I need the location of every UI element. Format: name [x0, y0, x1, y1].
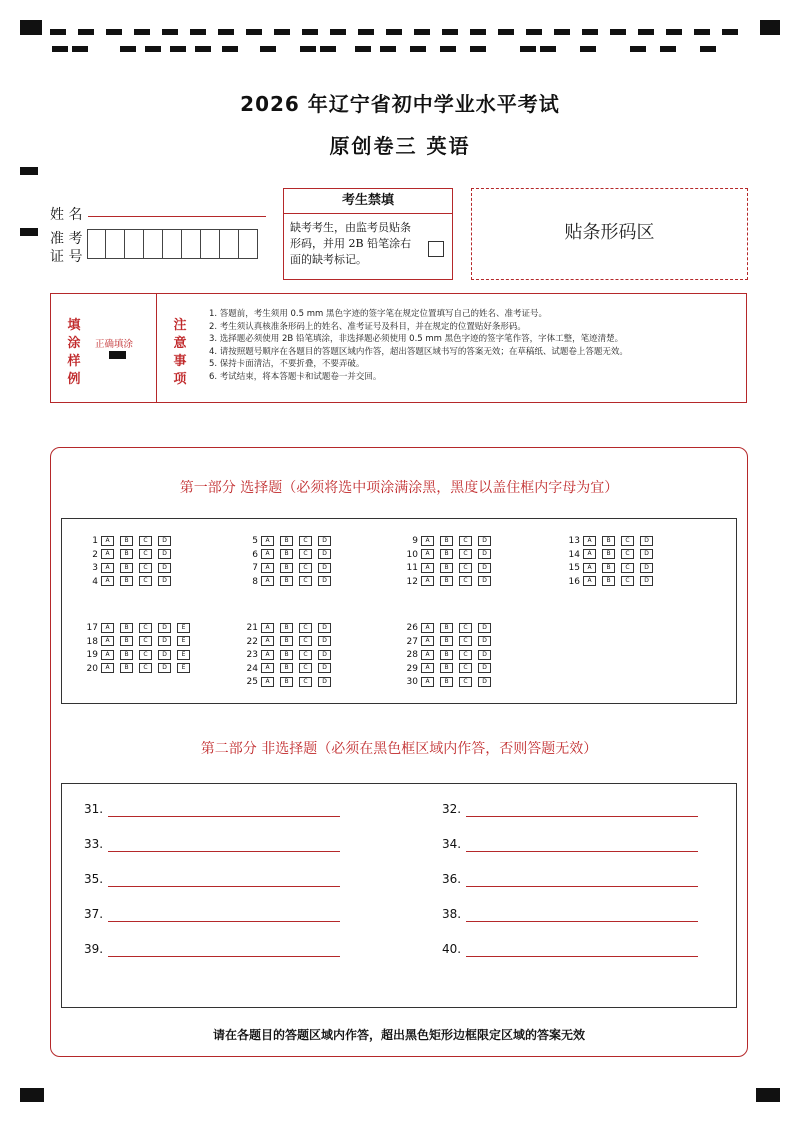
timing-mark: [610, 29, 626, 35]
timing-mark: [380, 46, 396, 52]
choice-question-9: [402, 535, 497, 547]
question-number: 9: [412, 536, 418, 546]
timing-mark: [120, 46, 136, 52]
option-bubble-d[interactable]: D: [158, 623, 171, 633]
id-digit-box[interactable]: [144, 229, 163, 259]
timing-mark: [260, 46, 276, 52]
timing-mark: [470, 29, 486, 35]
option-bubble-b[interactable]: B: [120, 636, 133, 646]
choice-question-27: [402, 636, 497, 648]
option-bubble-a[interactable]: A: [421, 549, 434, 559]
answer-label-32: 32.: [442, 802, 462, 816]
written-answer-box: [61, 783, 737, 1008]
option-bubble-d[interactable]: D: [318, 576, 331, 586]
id-digit-box[interactable]: [182, 229, 201, 259]
name-field[interactable]: [88, 216, 266, 217]
id-digit-box[interactable]: [201, 229, 220, 259]
timing-mark: [358, 29, 374, 35]
option-bubble-a[interactable]: A: [421, 677, 434, 687]
id-digit-box[interactable]: [239, 229, 258, 259]
timing-mark: [302, 29, 318, 35]
choice-question-13: [564, 535, 659, 547]
timing-mark: [222, 46, 238, 52]
answer-label-33: 33.: [84, 837, 104, 851]
timing-mark: [274, 29, 290, 35]
timing-mark: [145, 46, 161, 52]
option-bubble-b[interactable]: B: [120, 650, 133, 660]
question-number: 20: [86, 663, 98, 674]
id-digit-box[interactable]: [163, 229, 182, 259]
timing-mark: [320, 46, 336, 52]
answer-line-39[interactable]: [108, 956, 340, 957]
timing-mark: [410, 46, 426, 52]
option-bubble-d[interactable]: D: [158, 663, 171, 673]
option-bubble-d[interactable]: D: [640, 549, 653, 559]
option-bubble-c[interactable]: C: [459, 563, 472, 573]
question-number: 26: [406, 623, 418, 633]
option-bubble-c[interactable]: C: [299, 636, 312, 646]
option-bubble-a[interactable]: A: [583, 536, 596, 546]
timing-mark: [20, 20, 42, 35]
option-bubble-a[interactable]: A: [101, 536, 114, 546]
question-number: 28: [406, 650, 418, 661]
option-bubble-b[interactable]: B: [440, 563, 453, 573]
timing-mark: [540, 46, 556, 52]
option-bubble-b[interactable]: B: [440, 623, 453, 633]
rule-item: 2. 考生须认真核准条形码上的姓名、准考证号及科目，并在规定的位置贴好条形码。: [209, 321, 526, 332]
rule-item: 3. 选择题必须使用 2B 铅笔填涂，非选择题必须使用 0.5 mm 黑色字迹的签字笔作答，字体工整，笔迹清楚。: [209, 334, 624, 345]
answer-line-37[interactable]: [108, 921, 340, 922]
timing-mark: [440, 46, 456, 52]
choice-question-10: [402, 549, 497, 561]
question-number: 2: [92, 549, 98, 560]
option-bubble-d[interactable]: D: [158, 636, 171, 646]
answer-label-36: 36.: [442, 872, 462, 886]
option-bubble-a[interactable]: A: [583, 576, 596, 586]
option-bubble-a[interactable]: A: [261, 677, 274, 687]
timing-mark: [498, 29, 514, 35]
option-bubble-e[interactable]: E: [177, 663, 190, 673]
option-bubble-a[interactable]: A: [101, 650, 114, 660]
option-bubble-c[interactable]: C: [299, 677, 312, 687]
rules-list: [209, 308, 628, 384]
option-bubble-a[interactable]: A: [261, 623, 274, 633]
question-number: 16: [568, 576, 580, 587]
option-bubble-d[interactable]: D: [158, 563, 171, 573]
absent-title: 考生禁填: [284, 189, 452, 214]
choice-question-5: [242, 535, 337, 547]
option-bubble-c[interactable]: C: [459, 549, 472, 559]
option-bubble-a[interactable]: A: [261, 536, 274, 546]
option-bubble-d[interactable]: D: [478, 650, 491, 660]
option-bubble-c[interactable]: C: [299, 563, 312, 573]
option-bubble-d[interactable]: D: [640, 536, 653, 546]
option-bubble-b[interactable]: B: [602, 549, 615, 559]
timing-mark: [630, 46, 646, 52]
answer-label-40: 40.: [442, 942, 462, 956]
timing-mark: [78, 29, 94, 35]
question-number: 17: [86, 623, 98, 633]
question-number: 19: [86, 650, 98, 661]
question-number: 7: [252, 563, 258, 574]
option-bubble-a[interactable]: A: [421, 636, 434, 646]
exam-title: 2026 年辽宁省初中学业水平考试: [240, 92, 560, 116]
option-bubble-b[interactable]: B: [280, 663, 293, 673]
answer-area: [50, 447, 748, 1057]
answer-line-36[interactable]: [466, 886, 698, 887]
part2-title: 第二部分 非选择题（必须在黑色框区域内作答，否则答题无效）: [200, 741, 598, 757]
option-bubble-d[interactable]: D: [158, 536, 171, 546]
option-bubble-c[interactable]: C: [139, 536, 152, 546]
option-bubble-d[interactable]: D: [158, 549, 171, 559]
option-bubble-b[interactable]: B: [280, 563, 293, 573]
option-bubble-c[interactable]: C: [139, 623, 152, 633]
option-bubble-d[interactable]: D: [478, 536, 491, 546]
option-bubble-a[interactable]: A: [261, 636, 274, 646]
timing-mark: [300, 46, 316, 52]
question-number: 24: [246, 663, 258, 674]
sample-label: 正确填涂: [95, 339, 134, 350]
option-bubble-c[interactable]: C: [299, 663, 312, 673]
timing-mark: [386, 29, 402, 35]
choice-question-19: [82, 649, 196, 661]
option-bubble-c[interactable]: C: [459, 650, 472, 660]
answer-label-34: 34.: [442, 837, 462, 851]
option-bubble-c[interactable]: C: [621, 536, 634, 546]
question-number: 11: [406, 563, 418, 574]
option-bubble-d[interactable]: D: [478, 576, 491, 586]
answer-line-34[interactable]: [466, 851, 698, 852]
choice-question-14: [564, 549, 659, 561]
option-bubble-b[interactable]: B: [280, 677, 293, 687]
option-bubble-a[interactable]: A: [261, 576, 274, 586]
option-bubble-b[interactable]: B: [440, 663, 453, 673]
notice-title: 注 意 事 项: [173, 318, 187, 387]
rule-item: 5. 保持卡面清洁，不要折叠，不要弄破。: [209, 359, 365, 370]
option-bubble-a[interactable]: A: [261, 663, 274, 673]
answer-label-37: 37.: [84, 907, 104, 921]
option-bubble-c[interactable]: C: [299, 576, 312, 586]
option-bubble-a[interactable]: A: [101, 576, 114, 586]
question-number: 4: [92, 576, 98, 587]
choice-question-1: [82, 535, 177, 547]
option-bubble-a[interactable]: A: [261, 650, 274, 660]
option-bubble-a[interactable]: A: [583, 563, 596, 573]
question-number: 8: [252, 576, 258, 587]
option-bubble-d[interactable]: D: [478, 563, 491, 573]
option-bubble-a[interactable]: A: [421, 536, 434, 546]
option-bubble-b[interactable]: B: [120, 623, 133, 633]
timing-mark: [638, 29, 654, 35]
option-bubble-b[interactable]: B: [440, 576, 453, 586]
choice-question-22: [242, 636, 337, 648]
choice-question-7: [242, 562, 337, 574]
choice-question-30: [402, 676, 497, 688]
question-number: 30: [406, 677, 418, 688]
timing-mark: [218, 29, 234, 35]
absent-mark-box[interactable]: [428, 241, 444, 257]
id-label-line2: 证 号: [50, 249, 83, 265]
option-bubble-c[interactable]: C: [299, 536, 312, 546]
option-bubble-b[interactable]: B: [280, 650, 293, 660]
option-bubble-c[interactable]: C: [139, 576, 152, 586]
barcode-area: 贴条形码区: [471, 188, 748, 280]
footer-note: 请在各题目的答题区域内作答，超出黑色矩形边框限定区域的答案无效: [212, 1028, 585, 1042]
option-bubble-d[interactable]: D: [318, 663, 331, 673]
option-bubble-c[interactable]: C: [459, 576, 472, 586]
option-bubble-b[interactable]: B: [602, 563, 615, 573]
question-number: 6: [252, 549, 258, 560]
timing-mark: [700, 46, 716, 52]
choice-question-20: [82, 663, 196, 675]
sample-filled-mark: [109, 351, 126, 359]
answer-label-35: 35.: [84, 872, 104, 886]
timing-mark: [170, 46, 186, 52]
sample-title: 填 涂 样 例: [67, 318, 81, 387]
timing-mark: [520, 46, 536, 52]
choice-question-box: [61, 518, 737, 704]
timing-mark: [526, 29, 542, 35]
option-bubble-a[interactable]: A: [261, 563, 274, 573]
timing-mark: [106, 29, 122, 35]
option-bubble-c[interactable]: C: [139, 549, 152, 559]
timing-mark: [760, 20, 780, 35]
option-bubble-a[interactable]: A: [421, 623, 434, 633]
choice-question-15: [564, 562, 659, 574]
id-digit-box[interactable]: [220, 229, 239, 259]
option-bubble-b[interactable]: B: [280, 623, 293, 633]
choice-question-3: [82, 562, 177, 574]
notes-section: [50, 293, 747, 403]
rule-item: 6. 考试结束，将本答题卡和试题卷一并交回。: [209, 371, 382, 382]
option-bubble-c[interactable]: C: [459, 677, 472, 687]
option-bubble-a[interactable]: A: [421, 563, 434, 573]
option-bubble-d[interactable]: D: [318, 536, 331, 546]
option-bubble-b[interactable]: B: [440, 636, 453, 646]
option-bubble-a[interactable]: A: [261, 549, 274, 559]
option-bubble-a[interactable]: A: [101, 563, 114, 573]
answer-label-38: 38.: [442, 907, 462, 921]
option-bubble-c[interactable]: C: [621, 563, 634, 573]
option-bubble-c[interactable]: C: [299, 623, 312, 633]
option-bubble-b[interactable]: B: [602, 536, 615, 546]
option-bubble-c[interactable]: C: [459, 536, 472, 546]
choice-question-25: [242, 676, 337, 688]
timing-mark: [72, 46, 88, 52]
timing-mark: [330, 29, 346, 35]
option-bubble-d[interactable]: D: [318, 563, 331, 573]
option-bubble-d[interactable]: D: [640, 563, 653, 573]
option-bubble-d[interactable]: D: [478, 677, 491, 687]
timing-mark: [20, 167, 38, 175]
question-number: 14: [568, 549, 580, 560]
choice-question-17: [82, 622, 196, 634]
option-bubble-c[interactable]: C: [621, 549, 634, 559]
id-digit-box[interactable]: [87, 229, 106, 259]
question-number: 21: [246, 623, 258, 633]
timing-mark: [20, 1088, 44, 1102]
option-bubble-c[interactable]: C: [139, 663, 152, 673]
option-bubble-b[interactable]: B: [120, 563, 133, 573]
option-bubble-b[interactable]: B: [120, 663, 133, 673]
choice-question-21: [242, 622, 337, 634]
option-bubble-c[interactable]: C: [139, 650, 152, 660]
answer-line-35[interactable]: [108, 886, 340, 887]
option-bubble-c[interactable]: C: [459, 623, 472, 633]
option-bubble-c[interactable]: C: [299, 549, 312, 559]
option-bubble-d[interactable]: D: [478, 663, 491, 673]
answer-line-38[interactable]: [466, 921, 698, 922]
option-bubble-c[interactable]: C: [621, 576, 634, 586]
absent-section: [283, 188, 453, 280]
answer-line-32[interactable]: [466, 816, 698, 817]
choice-question-6: [242, 549, 337, 561]
option-bubble-a[interactable]: A: [421, 663, 434, 673]
choice-question-4: [82, 576, 177, 588]
option-bubble-b[interactable]: B: [280, 576, 293, 586]
question-number: 10: [406, 549, 418, 560]
timing-mark: [660, 46, 676, 52]
choice-question-12: [402, 576, 497, 588]
choice-question-8: [242, 576, 337, 588]
option-bubble-e[interactable]: E: [177, 636, 190, 646]
choice-question-29: [402, 663, 497, 675]
option-bubble-d[interactable]: D: [640, 576, 653, 586]
choice-question-16: [564, 576, 659, 588]
option-bubble-d[interactable]: D: [478, 623, 491, 633]
option-bubble-b[interactable]: B: [440, 536, 453, 546]
option-bubble-c[interactable]: C: [139, 563, 152, 573]
name-label: 姓 名: [50, 207, 83, 223]
absent-instructions: 缺考考生，由监考员贴条形码，并用 2B 铅笔涂右面的缺考标记。: [290, 221, 412, 266]
option-bubble-d[interactable]: D: [478, 549, 491, 559]
answer-line-33[interactable]: [108, 851, 340, 852]
timing-mark: [580, 46, 596, 52]
option-bubble-d[interactable]: D: [318, 623, 331, 633]
timing-mark: [20, 228, 38, 236]
option-bubble-c[interactable]: C: [139, 636, 152, 646]
option-bubble-c[interactable]: C: [459, 663, 472, 673]
option-bubble-a[interactable]: A: [101, 636, 114, 646]
notes-divider: [156, 294, 157, 402]
timing-mark: [442, 29, 458, 35]
answer-label-31: 31.: [84, 802, 104, 816]
timing-mark: [694, 29, 710, 35]
option-bubble-b[interactable]: B: [280, 549, 293, 559]
choice-question-28: [402, 649, 497, 661]
timing-mark: [582, 29, 598, 35]
timing-mark: [190, 29, 206, 35]
timing-mark: [414, 29, 430, 35]
option-bubble-a[interactable]: A: [101, 663, 114, 673]
choice-question-2: [82, 549, 177, 561]
timing-mark: [50, 29, 66, 35]
id-label-line1: 准 考: [50, 231, 83, 247]
timing-mark: [554, 29, 570, 35]
question-number: 23: [246, 650, 258, 661]
question-number: 13: [568, 536, 580, 546]
option-bubble-e[interactable]: E: [177, 623, 190, 633]
option-bubble-e[interactable]: E: [177, 650, 190, 660]
option-bubble-a[interactable]: A: [101, 623, 114, 633]
option-bubble-d[interactable]: D: [158, 576, 171, 586]
option-bubble-b[interactable]: B: [280, 536, 293, 546]
question-number: 25: [246, 677, 258, 688]
answer-label-39: 39.: [84, 942, 104, 956]
question-number: 3: [92, 563, 98, 574]
question-number: 29: [406, 663, 418, 674]
timing-mark: [162, 29, 178, 35]
choice-question-18: [82, 636, 196, 648]
option-bubble-a[interactable]: A: [421, 650, 434, 660]
timing-mark: [756, 1088, 780, 1102]
choice-question-23: [242, 649, 337, 661]
option-bubble-b[interactable]: B: [440, 549, 453, 559]
option-bubble-d[interactable]: D: [158, 650, 171, 660]
exam-subtitle: 原创卷三 英语: [329, 134, 471, 158]
choice-question-26: [402, 622, 497, 634]
timing-mark: [195, 46, 211, 52]
timing-mark: [355, 46, 371, 52]
question-number: 5: [252, 536, 258, 546]
id-digit-box[interactable]: [125, 229, 144, 259]
option-bubble-b[interactable]: B: [440, 677, 453, 687]
option-bubble-d[interactable]: D: [478, 636, 491, 646]
option-bubble-b[interactable]: B: [602, 576, 615, 586]
question-number: 18: [86, 636, 98, 647]
rule-item: 1. 答题前，考生须用 0.5 mm 黑色字迹的签字笔在规定位置填写自己的姓名、准考证号。: [209, 309, 547, 319]
id-digit-box[interactable]: [106, 229, 125, 259]
option-bubble-b[interactable]: B: [440, 650, 453, 660]
answer-line-31[interactable]: [108, 816, 340, 817]
option-bubble-c[interactable]: C: [459, 636, 472, 646]
question-number: 27: [406, 636, 418, 647]
option-bubble-c[interactable]: C: [299, 650, 312, 660]
question-number: 22: [246, 636, 258, 647]
answer-line-40[interactable]: [466, 956, 698, 957]
choice-question-11: [402, 562, 497, 574]
option-bubble-a[interactable]: A: [583, 549, 596, 559]
timing-mark: [52, 46, 68, 52]
option-bubble-d[interactable]: D: [318, 636, 331, 646]
option-bubble-d[interactable]: D: [318, 650, 331, 660]
choice-question-24: [242, 663, 337, 675]
question-number: 1: [92, 536, 98, 546]
option-bubble-a[interactable]: A: [421, 576, 434, 586]
part1-title: 第一部分 选择题（必须将选中项涂满涂黑，黑度以盖住框内字母为宜）: [179, 480, 619, 496]
option-bubble-b[interactable]: B: [280, 636, 293, 646]
timing-mark: [666, 29, 682, 35]
option-bubble-a[interactable]: A: [101, 549, 114, 559]
option-bubble-b[interactable]: B: [120, 549, 133, 559]
option-bubble-b[interactable]: B: [120, 536, 133, 546]
option-bubble-d[interactable]: D: [318, 549, 331, 559]
rule-item: 4. 请按照题号顺序在各题目的答题区域内作答，超出答题区域书写的答案无效；在草稿纸、试题卷上答题无效。: [209, 346, 628, 357]
option-bubble-d[interactable]: D: [318, 677, 331, 687]
question-number: 12: [406, 576, 418, 587]
timing-mark: [134, 29, 150, 35]
timing-mark: [246, 29, 262, 35]
option-bubble-b[interactable]: B: [120, 576, 133, 586]
timing-mark: [470, 46, 486, 52]
question-number: 15: [568, 563, 580, 574]
timing-mark: [722, 29, 738, 35]
